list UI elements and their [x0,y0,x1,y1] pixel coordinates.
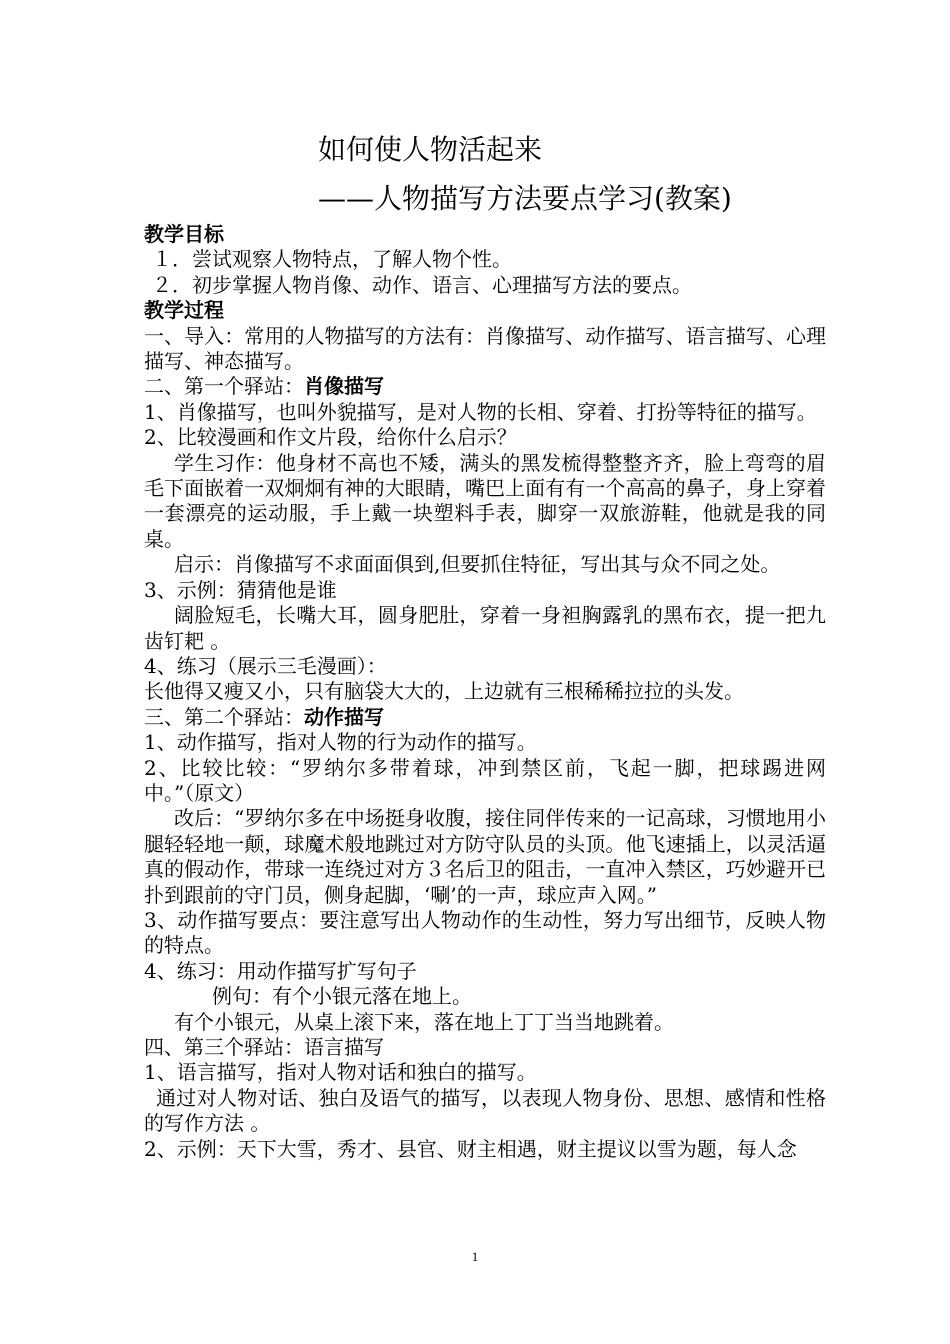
paragraph: 例句：有个小银元落在地上。 [212,984,472,1009]
station2-title-topic: 动作描写 [304,704,384,729]
section-heading-process: 教学过程 [144,298,224,323]
station1-title-prefix: 二、第一个驿站： [144,374,304,399]
paragraph: 改后：“罗纳尔多在中场挺身收腹，接住同伴传来的一记高球，习惯地用小腿轻轻地一颠，球魔术般地跳过对方防守队员的头顶。他飞速插上，以灵活逼真的假动作，带球一连绕过对方３名后卫的阻击，一直冲入禁区，巧妙避开已扑到跟前的守门员，侧身起脚，‘唰’的一声，球应声入网。” [144,806,826,907]
paragraph: 通过对人物对话、独白及语气的描写，以表现人物身份、思想、感情和性格的写作方法 。 [144,1085,826,1136]
station1-title-topic: 肖像描写 [304,374,384,399]
paragraph: 2、比较漫画和作文片段，给你什么启示？ [144,425,517,450]
document-title: 如何使人物活起来 [318,133,543,166]
paragraph: 有个小银元，从桌上滚下来，落在地上丁丁当当地跳着。 [174,1009,674,1034]
section-heading-objectives: 教学目标 [144,222,224,246]
paragraph: 长他得又瘦又小，只有脑袋大大的，上边就有三根稀稀拉拉的头发。 [144,679,744,704]
station2-title [144,705,826,730]
station3-title: 四、第三个驿站：语言描写 [144,1035,384,1059]
station1-title [144,374,826,399]
paragraph: 1、语言描写，指对人物对话和独白的描写。 [144,1060,537,1085]
paragraph: 阔脸短毛，长嘴大耳，圆身肥肚，穿着一身袒胸露乳的黑布衣，提一把九齿钉耙 。 [144,603,826,653]
paragraph: 4、练习：用动作描写扩写句子 [144,958,417,983]
paragraph: 3、示例：猜猜他是谁 [144,577,337,602]
objective-item: ２．初步掌握人物肖像、动作、语言、心理描写方法的要点。 [152,272,692,297]
paragraph: 3、动作描写要点：要注意写出人物动作的生动性，努力写出细节，反映人物的特点。 [144,907,826,958]
paragraph: 4、练习（展示三毛漫画）： [144,653,387,678]
paragraph: 启示：肖像描写不求面面俱到,但要抓住特征，写出其与众不同之处。 [174,552,781,577]
document-body [144,222,826,1162]
page-number: 1 [471,1249,479,1264]
paragraph: 1、肖像描写，也叫外貌描写，是对人物的长相、穿着、打扮等特征的描写。 [144,399,817,424]
paragraph: 1、动作描写，指对人物的行为动作的描写。 [144,730,537,755]
paragraph: 学生习作：他身材不高也不矮，满头的黑发梳得整整齐齐，脸上弯弯的眉毛下面嵌着一双炯炯有神的大眼睛，嘴巴上面有有一个高高的鼻子，身上穿着一套漂亮的运动服，手上戴一块塑料手表，脚穿一双旅游鞋，他就是我的同桌。 [144,450,826,551]
paragraph: 2、比较比较：“罗纳尔多带着球，冲到禁区前，飞起一脚，把球踢进网中。”（原文） [144,755,826,805]
process-intro: 一、导入：常用的人物描写的方法有：肖像描写、动作描写、语言描写、心理描写、神态描写。 [144,323,826,374]
document-subtitle: ——人物描写方法要点学习(教案) [318,182,732,215]
station2-title-prefix: 三、第二个驿站： [144,704,304,729]
paragraph: 2、示例：天下大雪，秀才、县官、财主相遇，财主提议以雪为题，每人念 [144,1136,797,1161]
objective-item: １．尝试观察人物特点，了解人物个性。 [152,247,512,272]
